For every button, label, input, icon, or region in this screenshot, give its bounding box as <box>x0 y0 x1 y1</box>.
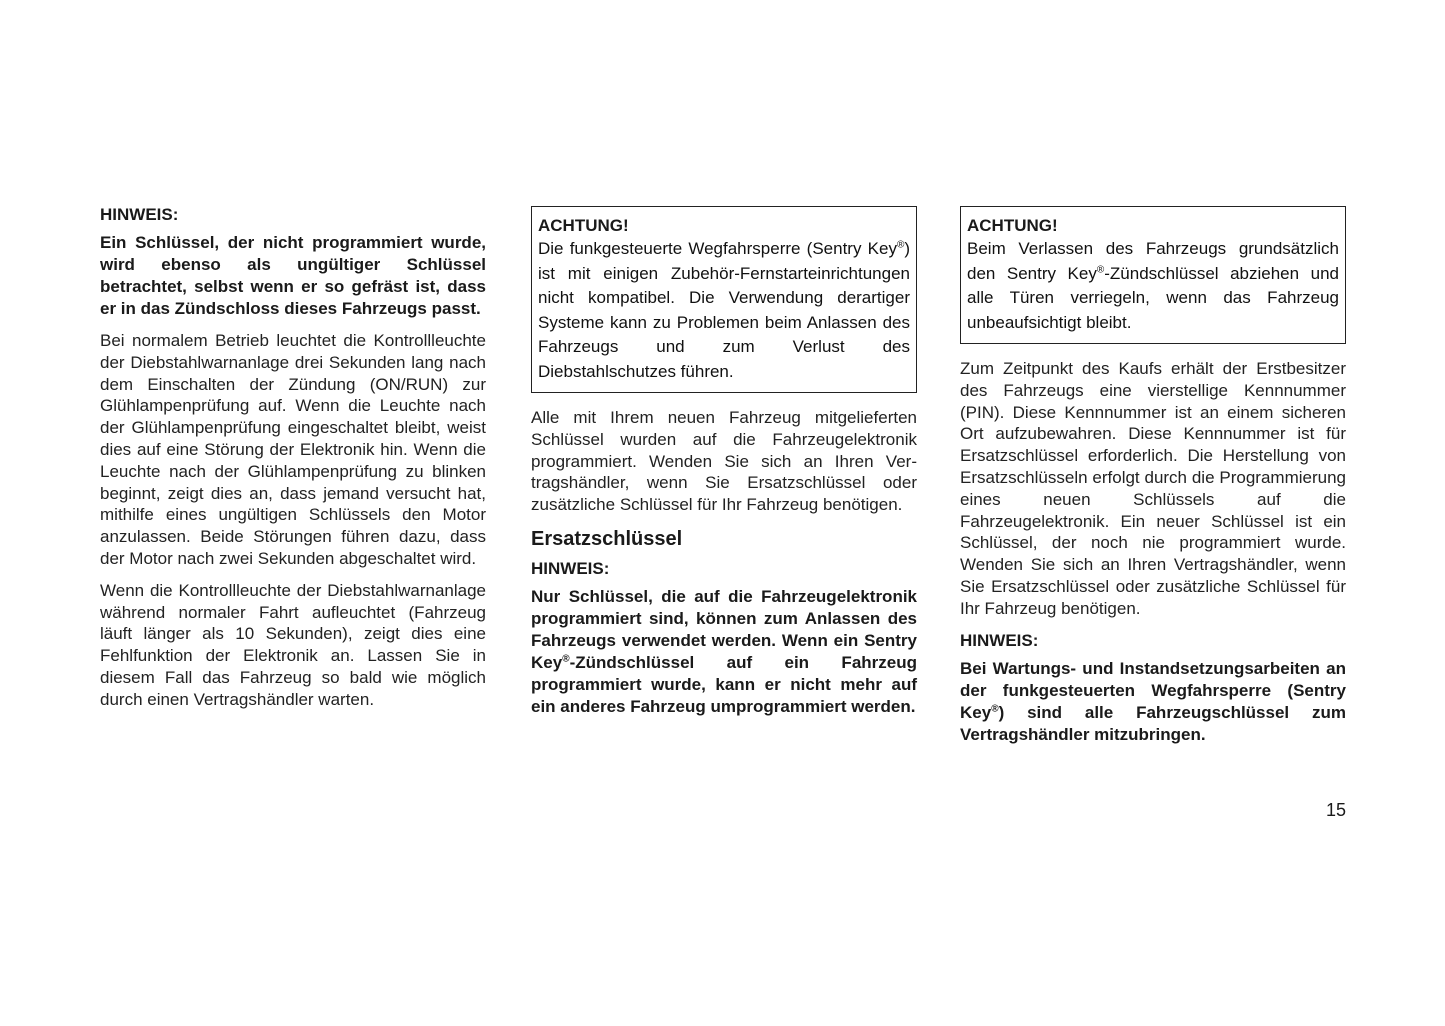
section-heading: Ersatzschlüssel <box>531 527 683 550</box>
note-text: Bei Wartungs- und Instandsetzungsarbeiten an der funkgesteuerten Wegfahrsperre (Sentry Key®) sind alle Fahrzeugschlüssel zum Vertragshändler mitzubringen. <box>960 658 1346 744</box>
note-text: Nur Schlüssel, die auf die Fahrzeugelektronik programmiert sind, können zum Anlassen des Fahrzeugs verwendet werden. Wenn ein Sentry Key®-Zündschlüssel auf ein Fahrzeug programmiert wurde, kann er nicht mehr auf ein anderes Fahrzeug umprogrammiert werden. <box>531 586 917 716</box>
registered-mark: ® <box>896 239 905 251</box>
paragraph: Alle mit Ihrem neuen Fahrzeug mitgelieferten Schlüssel wurden auf die Fahrzeugelektronik programmiert. Wenden Sie sich an Ihren Vertragshändler, wenn Sie Ersatzschlüssel oder zusätzliche Schlüssel für Ihr Fahrzeug benötigen. <box>531 408 917 515</box>
registered-mark: ® <box>562 653 570 665</box>
warning-text: Beim Verlassen des Fahrzeugs grundsätzlich den Sentry Key®-Zündschlüssel abziehen und alle Türen verriegeln, wenn das Fahrzeug unbeaufsichtigt bleibt. <box>967 239 1339 332</box>
note-text: Ein Schlüssel, der nicht programmiert wurde, wird ebenso als ungültiger Schlüssel betrachtet, selbst wenn er so gefräst ist, dass er in das Zündschloss dieses Fahrzeugs passt. <box>100 233 486 318</box>
warning-box <box>960 206 1346 344</box>
paragraph: Zum Zeitpunkt des Kaufs erhält der Erstbesitzer des Fahrzeugs eine vierstellige Kennnummer (PIN). Diese Kennnummer ist an einem sicheren Ort aufzubewahren. Diese Kennnummer ist für Ersatzschlüssel erforderlich. Die Herstellung von Ersatzschlüsseln erfolgt durch die Programmierung eines neuen Schlüssels auf die Fahrzeugelektronik. Ein neuer Schlüssel ist ein Schlüssel, der noch nie programmiert wurde. Wenden Sie sich an Ihren Vertragshändler, wenn Sie Ersatzschlüssel oder zusätzliche Schlüssel für Ihr Fahrzeug benötigen. <box>960 359 1346 618</box>
column-2 <box>531 204 917 728</box>
warning-title: ACHTUNG! <box>967 216 1058 235</box>
warning-title: ACHTUNG! <box>538 216 629 235</box>
warning-text: Die funkgesteuerte Wegfahrsperre (Sentry Key®) ist mit einigen Zubehör-Fernstarteinrichtungen nicht kompatibel. Die Verwendung derartiger Systeme kann zu Problemen beim Anlassen des Fahrzeugs und zum Verlust des Diebstahlschutzes führen. <box>538 239 910 381</box>
column-1 <box>100 204 486 721</box>
registered-mark: ® <box>1096 263 1105 275</box>
note-label: HINWEIS: <box>960 630 1039 650</box>
note-label: HINWEIS: <box>100 205 179 224</box>
warning-box <box>531 206 917 393</box>
registered-mark: ® <box>991 702 999 714</box>
note-label: HINWEIS: <box>531 558 610 578</box>
page-number: 15 <box>1325 800 1346 820</box>
paragraph: Wenn die Kontrollleuchte der Diebstahlwarnanlage während normaler Fahrt aufleuchtet (Fahrzeug läuft länger als 10 Sekunden), zeigt dies eine Fehlfunktion der Elektronik an. Lassen Sie in diesem Fall das Fahrzeug so bald wie möglich durch einen Vertragshändler warten. <box>100 580 486 709</box>
column-3 <box>960 204 1346 756</box>
paragraph: Bei normalem Betrieb leuchtet die Kontrollleuchte der Diebstahlwarnanlage drei Sekunden lang nach dem Einschalten der Zündung (ON/RUN) zur Glühlampenprüfung auf. Wenn die Leuchte nach der Glühlampenprüfung eingeschaltet bleibt, weist dies auf eine Störung der Elektronik hin. Wenn die Leuchte nach der Glühlampenprüfung zu blinken beginnt, zeigt dies an, dass jemand versucht hat, mithilfe eines ungültigen Schlüssels den Motor anzulassen. Beide Störungen führen dazu, dass der Motor nach zwei Sekunden abgeschaltet wird. <box>100 331 486 568</box>
